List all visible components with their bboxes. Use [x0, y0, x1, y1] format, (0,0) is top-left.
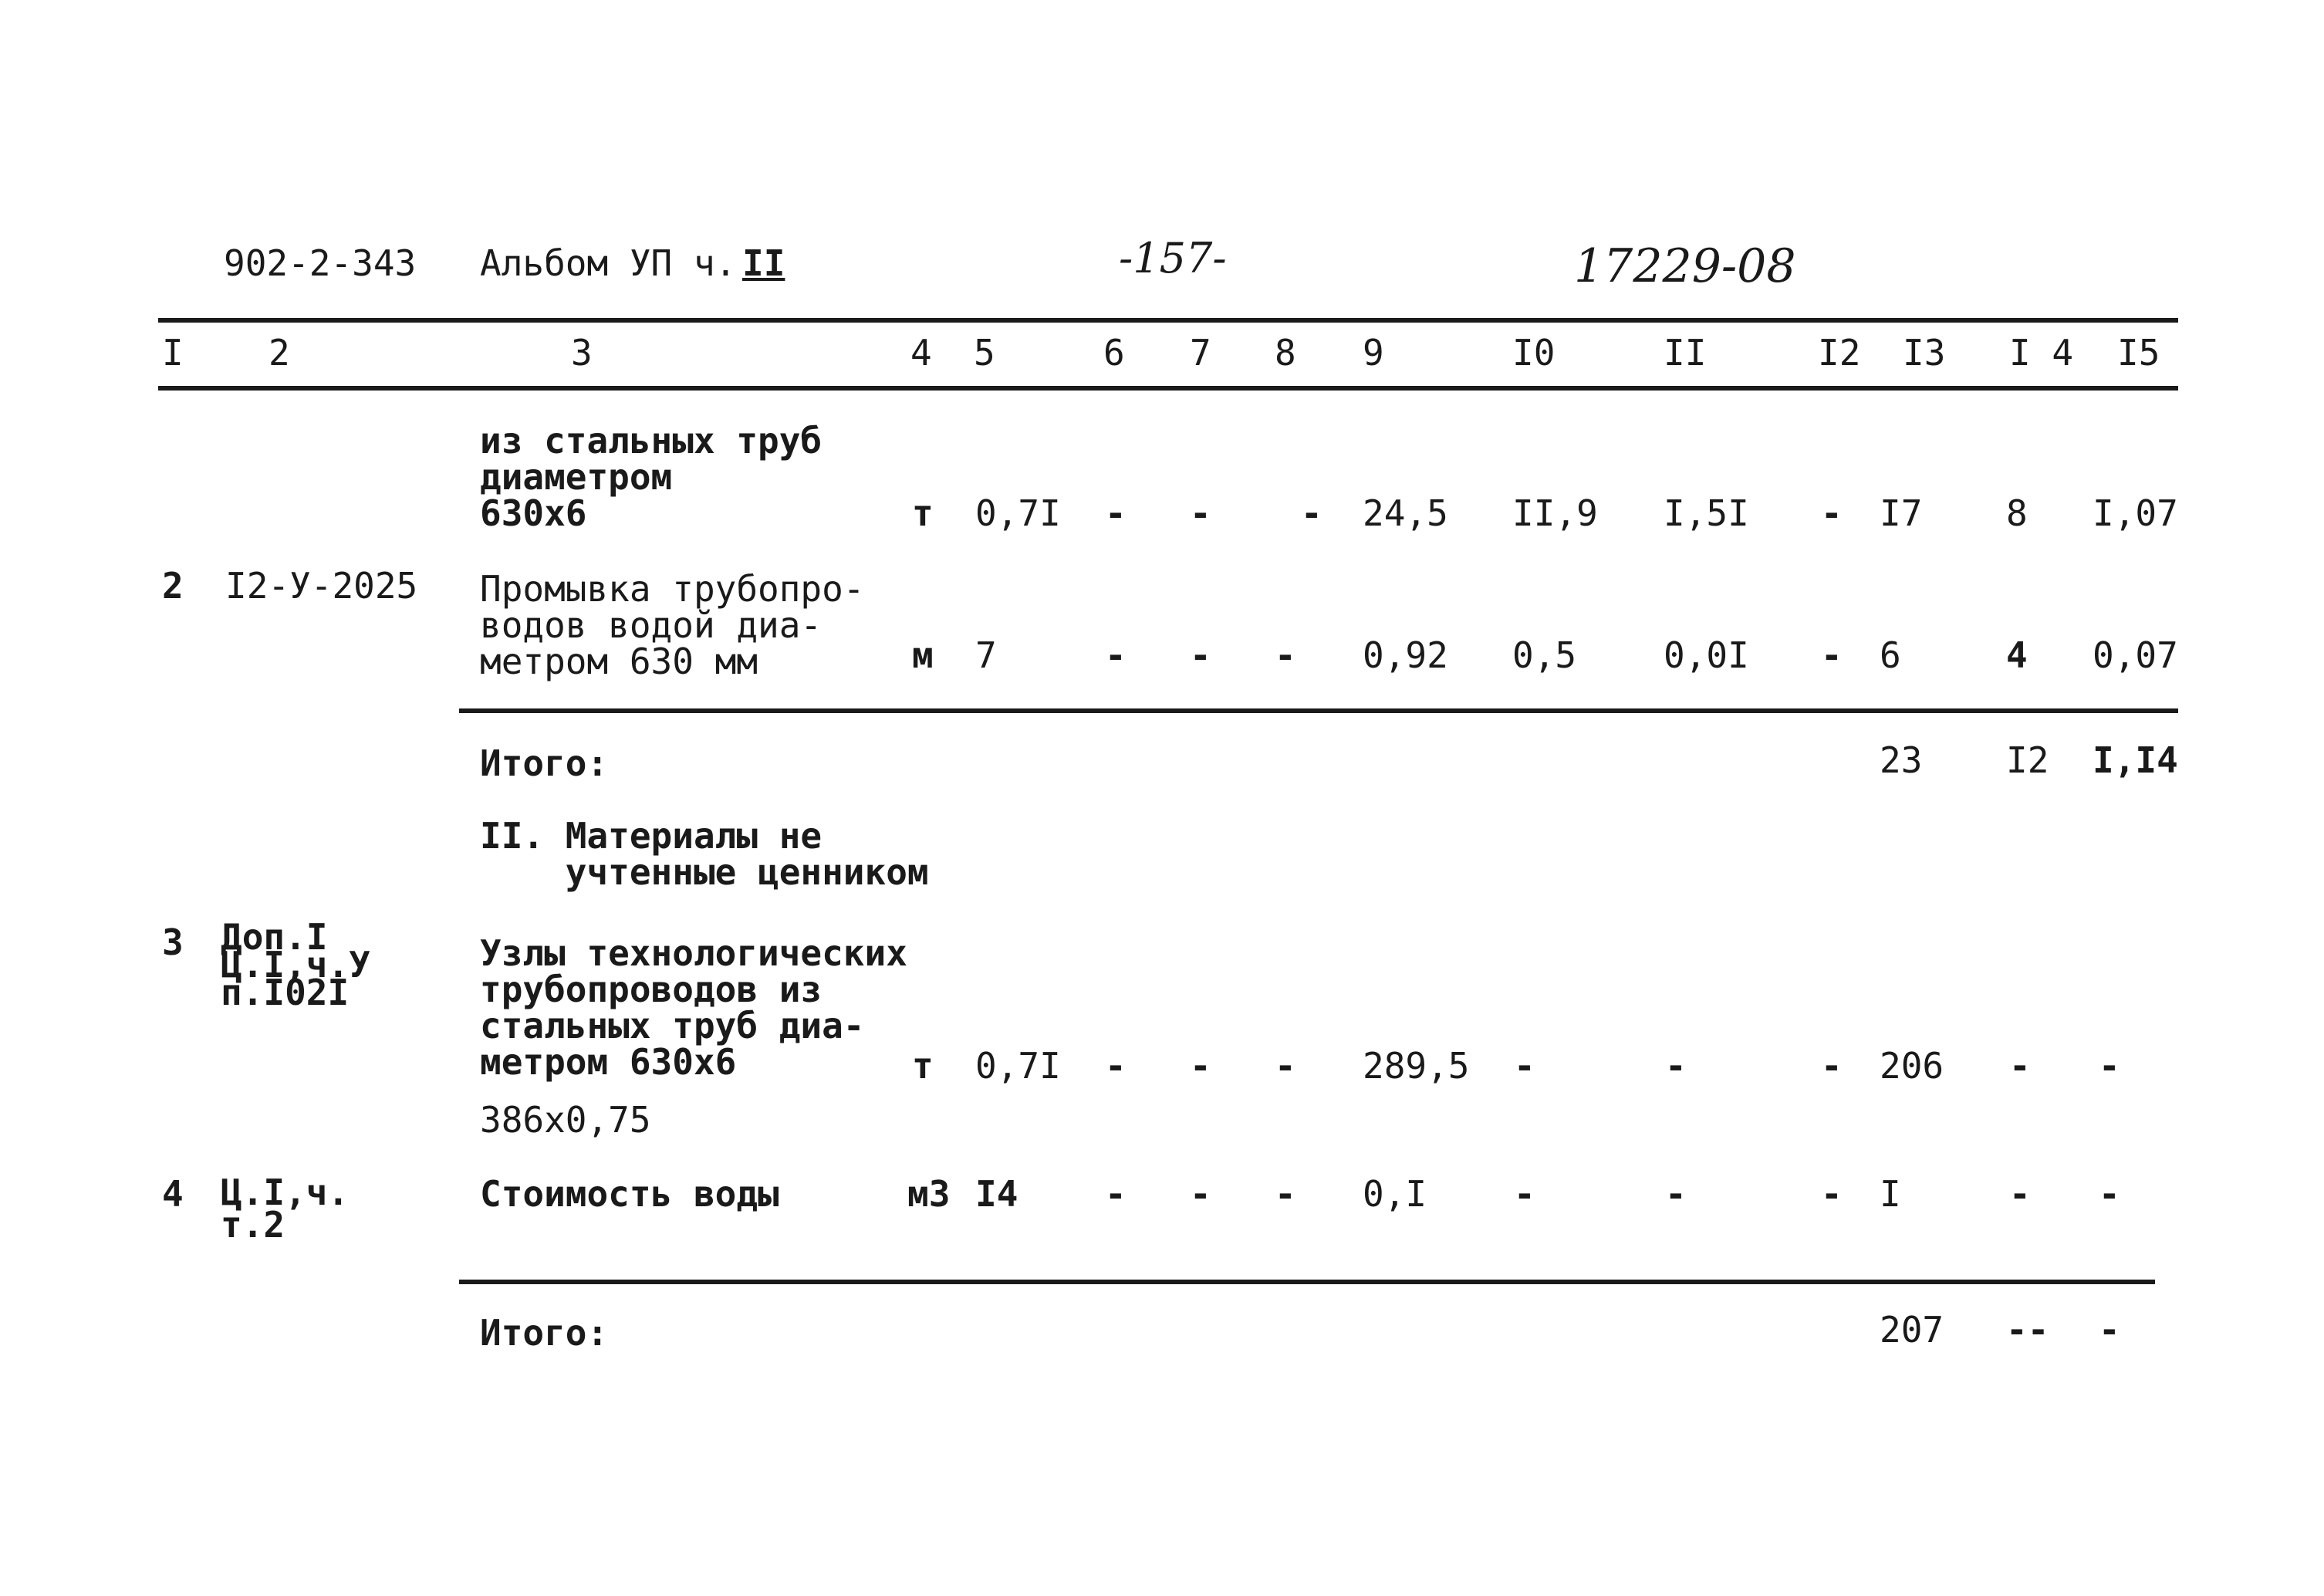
row-flush-c8: - [1275, 634, 1296, 676]
row-nodes-c10: - [1514, 1045, 1535, 1087]
subtotal-rule-2 [459, 1280, 2155, 1284]
col-header-9: 9 [1363, 332, 1384, 374]
row-water-c15: - [2099, 1173, 2120, 1215]
row-nodes-c15: - [2099, 1045, 2120, 1087]
row-flush-c6: - [1105, 634, 1127, 676]
row-nodes-description: Узлы технологических трубопроводов из стальных труб диа- метром 630х6 [480, 932, 907, 1083]
col-header-8: 8 [1275, 332, 1296, 374]
row-pipes-c9: 24,5 [1363, 492, 1448, 534]
subtotal-rule-1 [459, 708, 2178, 713]
row-water-c12: - [1821, 1173, 1843, 1215]
row-pipes-c7: - [1190, 492, 1211, 534]
album-part: II [742, 242, 785, 284]
row-nodes-c6: - [1105, 1045, 1127, 1087]
total-1-c13: 23 [1880, 739, 1923, 781]
row-flush-c10: 0,5 [1512, 634, 1577, 676]
col-header-2: 2 [269, 332, 290, 374]
total-2-c14: -- [2006, 1309, 2049, 1351]
col-header-6: 6 [1103, 332, 1125, 374]
row-nodes-number: 3 [162, 921, 184, 963]
row-flush-c14: 4 [2006, 634, 2028, 676]
section-2-title: II. Материалы не учтенные ценником [480, 815, 929, 893]
row-water-number: 4 [162, 1173, 184, 1215]
row-pipes-unit: т [912, 492, 934, 534]
row-water-description: Стоимость воды [480, 1173, 779, 1215]
row-water-c8: - [1275, 1173, 1296, 1215]
row-water-c14: - [2009, 1173, 2031, 1215]
total-2-c13: 207 [1880, 1309, 1944, 1351]
row-pipes-c6: - [1105, 492, 1127, 534]
row-flush-c11: 0,0I [1664, 634, 1749, 676]
col-header-1: I [162, 332, 184, 374]
col-header-11: II [1664, 332, 1707, 374]
total-1-c15: I,I4 [2093, 739, 2178, 781]
row-water-unit: м3 [907, 1173, 951, 1215]
col-header-15: I5 [2117, 332, 2160, 374]
row-water-code: Ц.I,ч. т.2 [221, 1172, 350, 1246]
row-flush-c13: 6 [1880, 634, 1901, 676]
header-bottom-rule [158, 386, 2178, 391]
row-flush-code: I2-У-2025 [225, 565, 418, 607]
row-water-c5: I4 [975, 1173, 1018, 1215]
row-nodes-c9: 289,5 [1363, 1045, 1470, 1087]
row-flush-c5: 7 [975, 634, 997, 676]
row-pipes-c14: 8 [2006, 492, 2028, 534]
col-header-7: 7 [1190, 332, 1211, 374]
row-nodes-unit: т [912, 1045, 934, 1087]
row-nodes-c8: - [1275, 1045, 1296, 1087]
row-flush-description: Промывка трубопро- водов водой диа- метром 630 мм [480, 568, 865, 682]
row-pipes-c13: I7 [1880, 492, 1923, 534]
col-header-5: 5 [974, 332, 995, 374]
row-nodes-c12: - [1821, 1045, 1843, 1087]
total-1-c14: I2 [2006, 739, 2049, 781]
row-water-c6: - [1105, 1173, 1127, 1215]
row-pipes-c5: 0,7I [975, 492, 1061, 534]
row-water-c9: 0,I [1363, 1173, 1427, 1215]
row-pipes-c8: - [1301, 492, 1322, 534]
row-flush-unit: м [912, 634, 934, 676]
row-water-c7: - [1190, 1173, 1211, 1215]
row-flush-c12: - [1821, 634, 1843, 676]
col-header-10: I0 [1512, 332, 1556, 374]
row-water-c10: - [1514, 1173, 1535, 1215]
header-top-rule [158, 318, 2178, 323]
page-number: -157- [1119, 234, 1227, 282]
col-header-12: I2 [1818, 332, 1861, 374]
col-header-3: 3 [571, 332, 593, 374]
row-pipes-c10: II,9 [1512, 492, 1598, 534]
row-flush-number: 2 [162, 565, 184, 607]
row-nodes-c14: - [2009, 1045, 2031, 1087]
col-header-4: 4 [910, 332, 932, 374]
row-nodes-extra: 386х0,75 [480, 1099, 651, 1141]
row-pipes-description: из стальных труб диаметром 630х6 [480, 420, 823, 534]
row-flush-c15: 0,07 [2093, 634, 2178, 676]
col-header-13: I3 [1903, 332, 1946, 374]
col-header-14: I 4 [2009, 332, 2074, 374]
row-water-c13: I [1880, 1173, 1901, 1215]
sheet-code: 17229-08 [1574, 239, 1796, 293]
row-flush-c7: - [1190, 634, 1211, 676]
row-flush-c9: 0,92 [1363, 634, 1448, 676]
row-water-c11: - [1665, 1173, 1687, 1215]
row-pipes-c12: - [1821, 492, 1843, 534]
total-1-label: Итого: [480, 742, 609, 784]
row-nodes-c13: 206 [1880, 1045, 1944, 1087]
album-title: Альбом УП ч. [480, 242, 737, 284]
row-nodes-code: Доп.I Ц.I,ч.У п.I02I [221, 916, 370, 1013]
row-pipes-c15: I,07 [2093, 492, 2178, 534]
row-nodes-c7: - [1190, 1045, 1211, 1087]
row-nodes-c11: - [1665, 1045, 1687, 1087]
row-nodes-c5: 0,7I [975, 1045, 1061, 1087]
doc-code: 902-2-343 [224, 242, 417, 284]
total-2-c15: - [2099, 1309, 2120, 1351]
row-pipes-c11: I,5I [1664, 492, 1749, 534]
total-2-label: Итого: [480, 1312, 609, 1354]
